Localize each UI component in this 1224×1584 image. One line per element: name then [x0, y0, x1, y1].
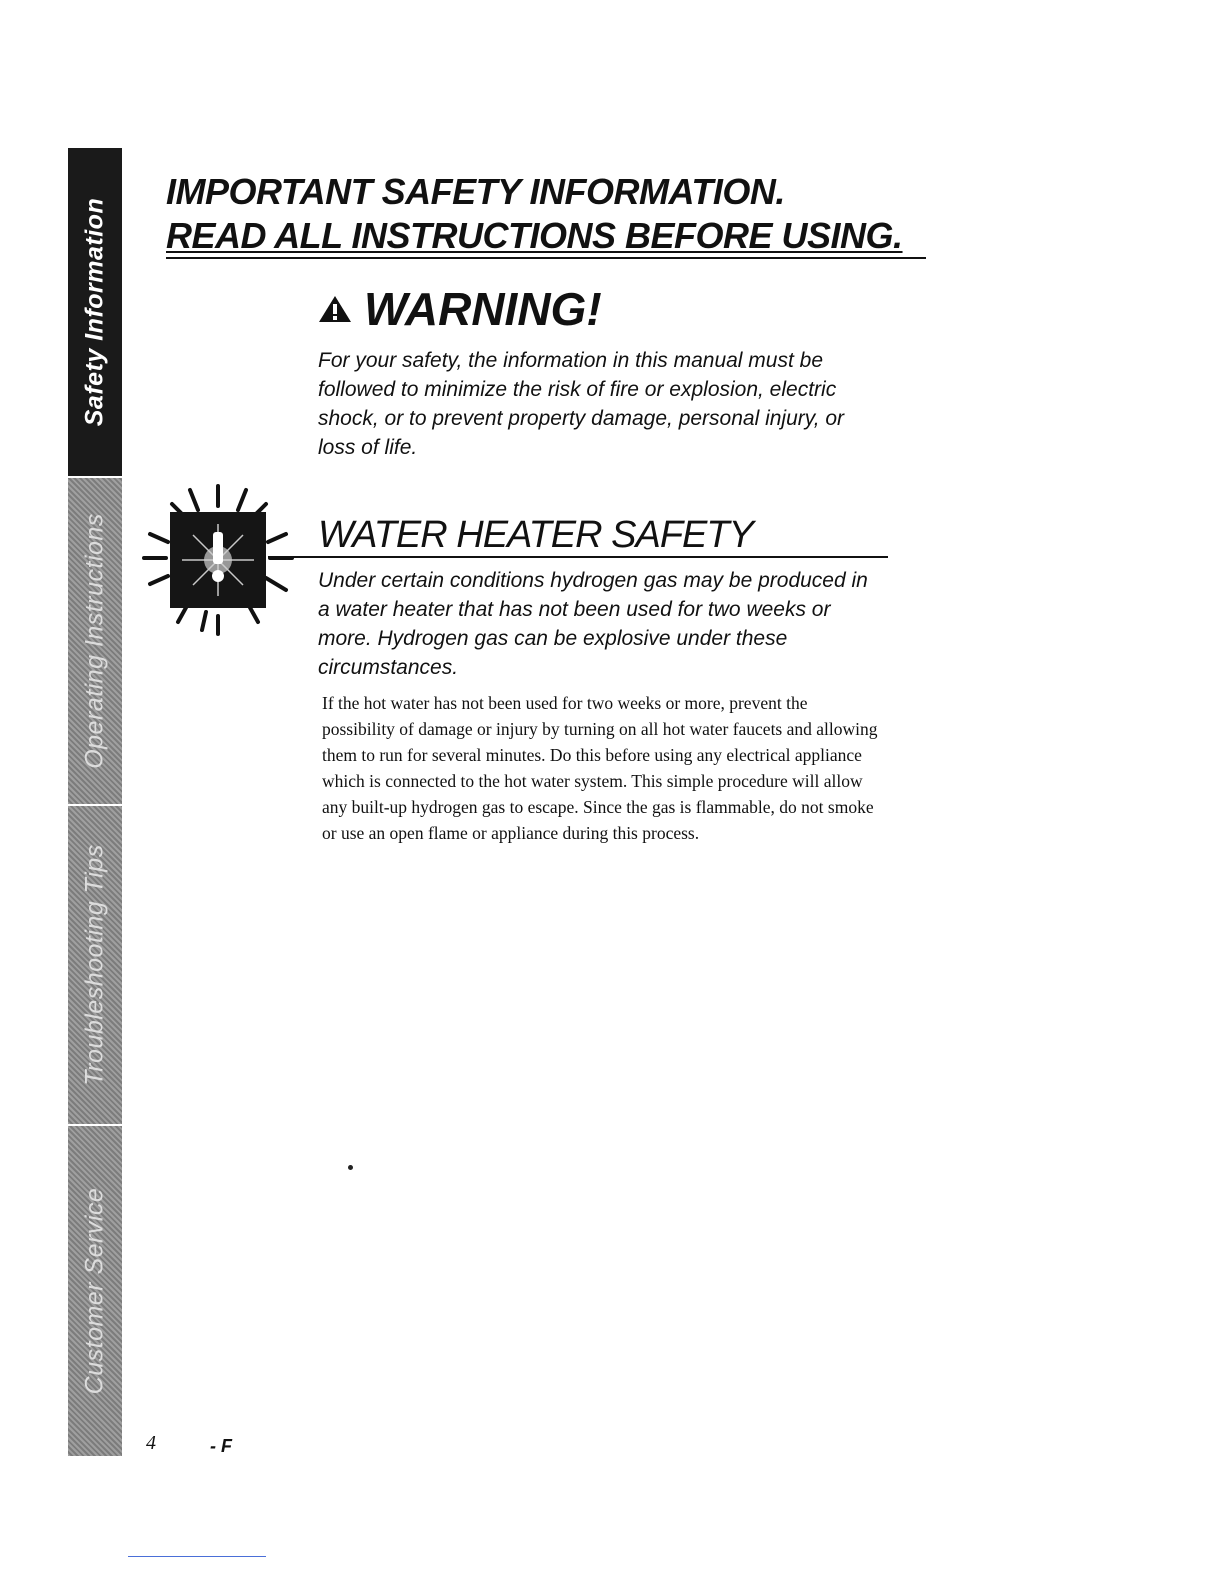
side-tab-troubleshooting-tips[interactable] — [68, 806, 122, 1124]
side-tabs — [68, 148, 122, 1456]
side-tab-operating-instructions[interactable] — [68, 478, 122, 804]
page-title-line2: READ ALL INSTRUCTIONS BEFORE USING. — [166, 215, 903, 256]
footer-mark: - F — [210, 1436, 232, 1456]
section-heading: WATER HEATER SAFETY — [318, 514, 753, 556]
side-tab-safety-information[interactable] — [68, 148, 122, 476]
page-number: 4 — [146, 1432, 156, 1454]
side-tab-label: Safety Information — [80, 197, 109, 427]
title-divider — [166, 257, 926, 259]
side-tab-label: Operating Instructions — [80, 513, 109, 769]
section-lead: Under certain conditions hydrogen gas may be produced in a water heater that has not been used for two weeks or more. Hydrogen gas can be explosive under these circumstances. — [318, 569, 868, 679]
warning-triangle-icon — [318, 294, 352, 324]
page-title-line1: IMPORTANT SAFETY INFORMATION. — [166, 171, 785, 212]
side-tab-label: Troubleshooting Tips — [80, 844, 109, 1086]
section-divider — [268, 556, 888, 558]
section-body: If the hot water has not been used for two weeks or more, prevent the possibility of damage or injury by turning on all hot water faucets and allowing them to run for several minutes. Do this before using any electrical appliance which is connected to the hot water system. This simple procedure will allow any built-up hydrogen gas to escape. Since the gas is flammable, do not smoke or use an open flame or appliance during this process. — [322, 693, 878, 843]
warning-heading — [318, 282, 602, 336]
page-title — [166, 170, 926, 258]
bottom-line — [128, 1556, 266, 1557]
warning-text: For your safety, the information in this manual must be followed to minimize the risk of fire or explosion, electric shock, or to prevent property damage, personal injury, or loss of life. — [318, 349, 845, 459]
scan-speck — [348, 1165, 353, 1170]
side-tab-customer-service[interactable] — [68, 1126, 122, 1456]
exclamation-burst-icon — [138, 480, 298, 640]
side-tab-label: Customer Service — [80, 1187, 109, 1395]
warning-heading-text: WARNING! — [364, 283, 602, 335]
